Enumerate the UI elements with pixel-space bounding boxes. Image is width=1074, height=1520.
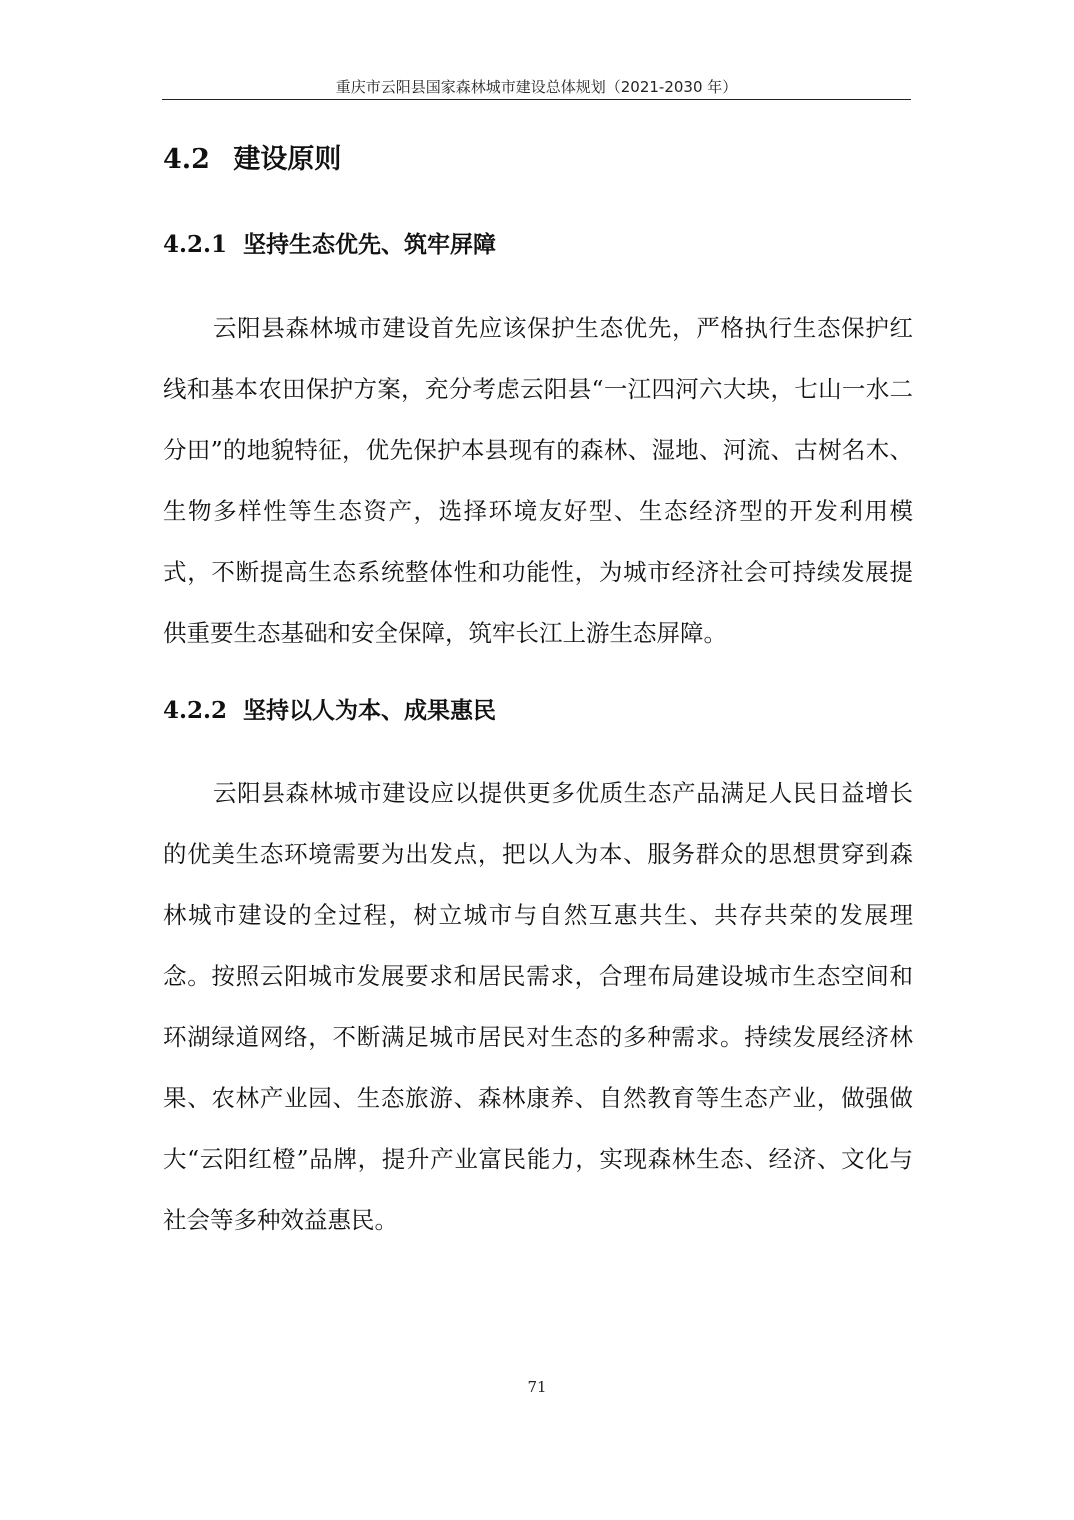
section-title-text: 建设原则 bbox=[233, 144, 342, 175]
paragraph-4-2-1: 云阳县森林城市建设首先应该保护生态优先，严格执行生态保护红线和基本农田保护方案，充分考虑云阳县“一江四河六大块，七山一水二分田”的地貌特征，优先保护本县现有的森林、湿地、河流、古树名木、生物多样性等生态资产，选择环境友好型、生态经济型的开发利用模式，不断提高生态系统整体性和功能性，为城市经济社会可持续发展提供重要生态基础和安全保障，筑牢长江上游生态屏障。 bbox=[163, 314, 913, 647]
subsection-heading-4-2-2 bbox=[163, 694, 911, 728]
section-heading bbox=[163, 140, 911, 180]
header-divider bbox=[162, 99, 911, 100]
subsection-number: 4.2.2 bbox=[163, 697, 228, 724]
section-number: 4.2 bbox=[163, 144, 210, 175]
subsection-number: 4.2.1 bbox=[163, 231, 228, 258]
subsection-title-text: 坚持以人为本、成果惠民 bbox=[243, 697, 497, 724]
subsection-heading-4-2-1 bbox=[163, 228, 911, 262]
subsection-title-text: 坚持生态优先、筑牢屏障 bbox=[243, 231, 497, 258]
paragraph-4-2-2: 云阳县森林城市建设应以提供更多优质生态产品满足人民日益增长的优美生态环境需要为出发点，把以人为本、服务群众的思想贯穿到森林城市建设的全过程，树立城市与自然互惠共生、共存共荣的发展理念。按照云阳城市发展要求和居民需求，合理布局建设城市生态空间和环湖绿道网络，不断满足城市居民对生态的多种需求。持续发展经济林果、农林产业园、生态旅游、森林康养、自然教育等生态产业，做强做大“云阳红橙”品牌，提升产业富民能力，实现森林生态、经济、文化与社会等多种效益惠民。 bbox=[163, 779, 913, 1234]
page-number: 71 bbox=[527, 1378, 547, 1396]
running-header: 重庆市云阳县国家森林城市建设总体规划（2021-2030 年） bbox=[335, 78, 738, 96]
